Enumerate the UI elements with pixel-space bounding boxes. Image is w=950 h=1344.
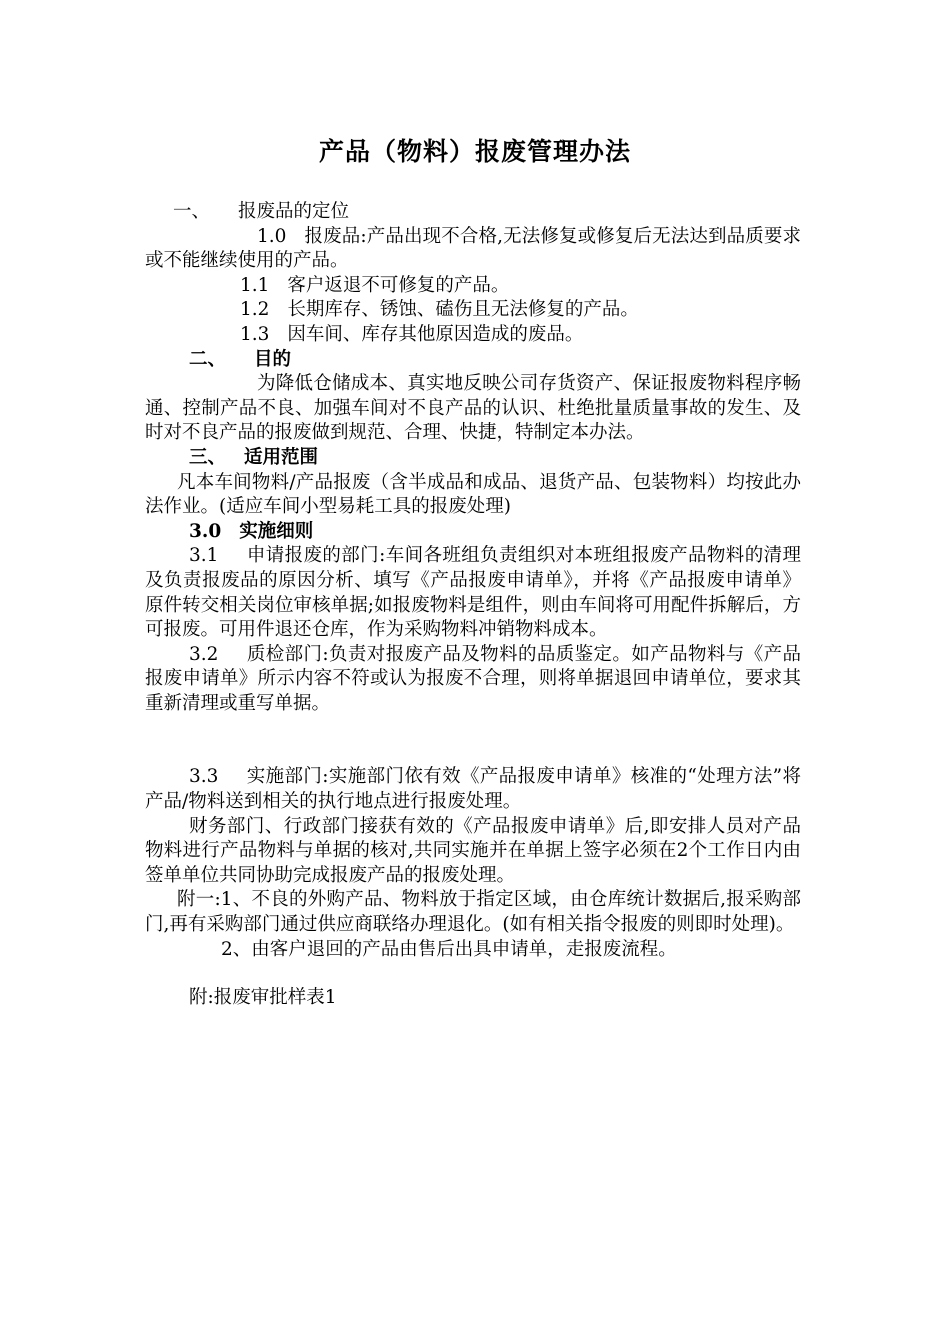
section-1-title: 报废品的定位 <box>238 201 350 222</box>
section-3-title: 适用范围 <box>244 446 319 468</box>
item-1-1-number: 1.1 <box>240 274 270 296</box>
appendix-1-paragraph: 附一:1、不良的外购产品、物料放于指定区域，由仓库统计数据后,报采购部门,再有采购部门通过供应商联络办理退化。(如有相关指令报废的则即时处理)。 <box>145 889 801 936</box>
item-1-2-text: 长期库存、锈蚀、磕伤且无法修复的产品。 <box>287 299 639 321</box>
item-1-1 <box>145 274 801 299</box>
section-1-number: 一、 <box>173 201 211 222</box>
vertical-gap-2 <box>145 962 801 986</box>
item-1-3-text: 因车间、库存其他原因造成的废品。 <box>287 323 584 345</box>
item-1-3 <box>145 323 801 348</box>
finance-paragraph: 财务部门、行政部门接获有效的《产品报废申请单》后,即安排人员对产品物料进行产品物料与单据的核对,共同实施并在单据上签字必须在2个工作日内由签单单位共同协助完成报废产品的报废处理。 <box>145 815 801 886</box>
attachment-note: 附:报废审批样表1 <box>189 987 337 1009</box>
item-3-2-text: 质检部门:负责对报废产品及物料的品质鉴定。如产品物料与《产品报废申请单》所示内容不符或认为报废不合理，则将单据退回申请单位，要求其重新清理或重写单据。 <box>145 643 801 714</box>
section-2-text: 为降低仓储成本、真实地反映公司存货资产、保证报废物料程序畅通、控制产品不良、加强车间对不良产品的认识、杜绝批量质量事故的发生、及时对不良产品的报废做到规范、合理、快捷，特制定本办法。 <box>145 373 801 444</box>
item-1-0-number: 1.0 <box>257 225 287 247</box>
item-3-2 <box>145 643 801 717</box>
document-body <box>145 200 801 1011</box>
item-3-3-text: 实施部门:实施部门依有效《产品报废申请单》核准的“处理方法”将产品/物料送到相关的执行地点进行报废处理。 <box>145 766 801 813</box>
section-3-text: 凡本车间物料/产品报废（含半成品和成品、退货产品、包装物料）均按此办法作业。(适应车间小型易耗工具的报废处理) <box>145 471 801 518</box>
appendix-2-paragraph: 2、由客户退回的产品由售后出具申请单，走报废流程。 <box>221 938 677 960</box>
item-1-0 <box>145 225 801 274</box>
item-3-1 <box>145 544 801 642</box>
section-3-0-heading <box>145 520 801 545</box>
item-1-2 <box>145 298 801 323</box>
item-1-1-text: 客户返退不可修复的产品。 <box>287 274 510 296</box>
section-3-0-number: 3.0 <box>189 520 222 542</box>
item-1-2-number: 1.2 <box>240 299 270 321</box>
section-1-heading <box>145 200 801 225</box>
item-3-2-number: 3.2 <box>189 643 219 665</box>
section-2-title: 目的 <box>254 348 292 370</box>
item-3-1-number: 3.1 <box>189 545 219 567</box>
vertical-gap <box>145 716 801 765</box>
page-title: 产品（物料）报废管理办法 <box>318 137 631 166</box>
item-3-3 <box>145 765 801 814</box>
item-3-3-number: 3.3 <box>189 766 219 788</box>
section-2-heading <box>145 348 801 373</box>
item-1-0-text: 报废品:产品出现不合格,无法修复或修复后无法达到品质要求或不能继续使用的产品。 <box>145 225 801 272</box>
section-3-0-title: 实施细则 <box>239 520 314 542</box>
item-1-3-number: 1.3 <box>240 323 270 345</box>
section-3-heading <box>145 446 801 471</box>
item-3-1-text: 申请报废的部门:车间各班组负责组织对本班组报废产品物料的清理及负责报废品的原因分析、填写《产品报废申请单》，并将《产品报废申请单》原件转交相关岗位审核单据;如报废物料是组件，则由车间将可用配件拆解后，方可报废。可用件退还仓库，作为采购物料冲销物料成本。 <box>145 545 801 641</box>
section-2-number: 二、 <box>189 348 227 370</box>
section-3-number: 三、 <box>189 446 227 468</box>
